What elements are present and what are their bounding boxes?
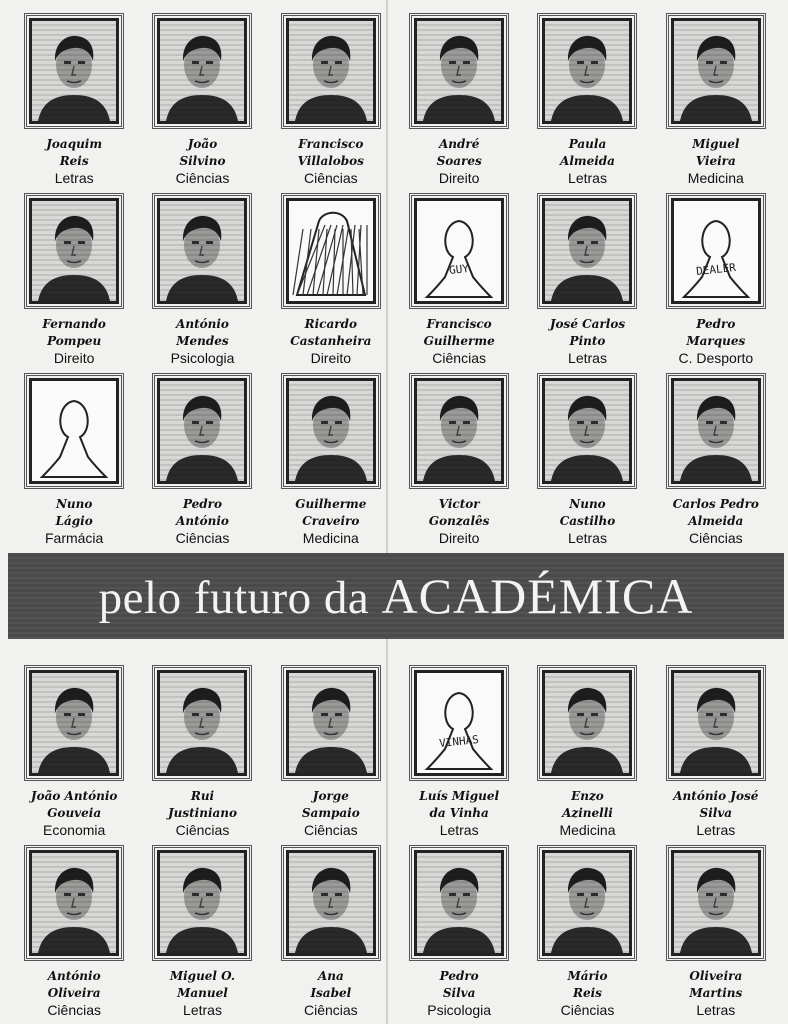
photocopy-stripes [545, 381, 629, 481]
candidate-card [138, 844, 266, 1020]
photocopy-stripes [160, 853, 244, 953]
candidate-name-line-1: Nuno [55, 497, 93, 511]
candidate-card [652, 844, 780, 1020]
candidate-photo [157, 670, 247, 776]
candidate-photo [542, 378, 632, 484]
silhouette-placeholder-icon [29, 378, 119, 484]
candidate-name [12, 968, 136, 1002]
candidate-name [12, 788, 136, 822]
candidate-grid [10, 12, 780, 548]
candidate-name [269, 788, 393, 822]
candidate-name [269, 496, 393, 530]
candidate-card [395, 372, 523, 548]
candidate-card [523, 664, 651, 840]
candidate-photo [29, 18, 119, 124]
photocopy-stripes [32, 21, 116, 121]
bottom-candidates-grid [10, 664, 780, 1020]
candidate-photo [414, 18, 504, 124]
candidate-name-line-2: Villalobos [297, 154, 364, 168]
candidate-name-line-1: Joaquim [46, 137, 103, 151]
candidate-name-line-1: Mário [567, 969, 608, 983]
candidate-card [10, 12, 138, 188]
candidate-card [138, 664, 266, 840]
silhouette-caption: GUY [448, 261, 470, 278]
candidate-name [140, 968, 264, 1002]
silhouette-caption: VINHAS [438, 732, 480, 751]
candidate-name-line-2: Sampaio [301, 806, 360, 820]
photocopy-stripes [32, 673, 116, 773]
photocopy-stripes [674, 21, 758, 121]
candidate-name [654, 788, 778, 822]
candidate-card [267, 192, 395, 368]
candidate-name [269, 968, 393, 1002]
candidate-name [397, 136, 521, 170]
candidate-name-line-2: António [176, 514, 229, 528]
candidate-name [140, 316, 264, 350]
slogan-text [99, 567, 694, 625]
candidate-name-line-1: Ana [317, 969, 344, 983]
photocopy-stripes [289, 853, 373, 953]
candidate-card [652, 192, 780, 368]
candidate-name-line-1: Pedro [182, 497, 223, 511]
candidate-photo [286, 850, 376, 956]
candidate-photo [29, 198, 119, 304]
candidate-card [523, 192, 651, 368]
candidate-card [10, 192, 138, 368]
candidate-card [652, 664, 780, 840]
photocopy-stripes [289, 21, 373, 121]
candidate-course: Psicologia [170, 350, 235, 366]
candidate-photo [286, 18, 376, 124]
candidate-name-line-1: Oliveira [689, 969, 743, 983]
candidate-name-line-2: Mendes [176, 334, 229, 348]
photocopy-stripes [417, 853, 501, 953]
candidate-name [525, 136, 649, 170]
candidate-card [395, 12, 523, 188]
candidate-name-line-2: Guilherme [423, 334, 495, 348]
candidate-name-line-1: António José [673, 789, 759, 803]
candidate-photo [671, 18, 761, 124]
photocopy-stripes [545, 21, 629, 121]
candidate-photo [29, 850, 119, 956]
silhouette-placeholder-icon [414, 670, 504, 776]
candidate-name-line-1: Luís Miguel [419, 789, 500, 803]
candidate-name-line-1: André [438, 137, 480, 151]
silhouette-placeholder-icon [414, 198, 504, 304]
candidate-photo [542, 18, 632, 124]
candidate-photo [157, 378, 247, 484]
candidate-name-line-1: Rui [190, 789, 215, 803]
candidate-course: Letras [696, 822, 736, 838]
candidate-name-line-2: Soares [436, 154, 482, 168]
candidate-name [525, 316, 649, 350]
candidate-name-line-1: Francisco [298, 137, 364, 151]
candidate-name-line-2: Vieira [695, 154, 736, 168]
candidate-card [10, 372, 138, 548]
photocopy-stripes [674, 673, 758, 773]
candidate-course: Psicologia [427, 1002, 492, 1018]
candidate-name-line-1: Guilherme [295, 497, 367, 511]
candidate-name-line-1: Nuno [569, 497, 606, 511]
candidate-course: Letras [54, 170, 94, 186]
candidate-course: Ciências [303, 170, 358, 186]
candidate-name [654, 496, 778, 530]
net-sketch-icon [286, 198, 376, 304]
candidate-name [140, 788, 264, 822]
candidate-name [269, 136, 393, 170]
candidate-name-line-2: Castilho [559, 514, 616, 528]
candidate-name [397, 316, 521, 350]
candidate-name-line-1: Paula [568, 137, 607, 151]
candidate-course: Ciências [47, 1002, 102, 1018]
candidate-photo [542, 198, 632, 304]
candidate-name [654, 136, 778, 170]
candidate-name-line-1: Miguel O. [169, 969, 236, 983]
silhouette-caption: DEALER [695, 260, 737, 279]
candidate-course: Medicina [302, 530, 359, 546]
photocopy-stripes [545, 201, 629, 301]
candidate-card [267, 664, 395, 840]
candidate-name [654, 316, 778, 350]
candidate-photo [286, 670, 376, 776]
candidate-name-line-2: Almeida [688, 514, 744, 528]
photocopy-stripes [545, 853, 629, 953]
candidate-name-line-2: Azinelli [562, 806, 613, 820]
photocopy-stripes [160, 201, 244, 301]
candidate-course: Ciências [175, 822, 230, 838]
photocopy-stripes [674, 853, 758, 953]
candidate-name-line-2: Silva [442, 986, 476, 1000]
candidate-name-line-2: Oliveira [47, 986, 101, 1000]
candidate-card [395, 664, 523, 840]
photocopy-stripes [289, 673, 373, 773]
candidate-card [267, 844, 395, 1020]
candidate-name-line-2: Justiniano [167, 806, 237, 820]
candidate-card [523, 372, 651, 548]
candidate-name-line-1: Ricardo [304, 317, 357, 331]
candidate-course: Ciências [432, 350, 486, 366]
candidate-course: Ciências [175, 530, 230, 546]
candidate-name-line-1: Victor [438, 497, 480, 511]
photocopy-stripes [32, 853, 116, 953]
silhouette-placeholder-icon [671, 198, 761, 304]
candidate-name-line-1: Francisco [426, 317, 492, 331]
candidate-card [652, 372, 780, 548]
candidate-card [652, 12, 780, 188]
candidate-course: Economia [43, 822, 106, 838]
candidate-name-line-1: António [176, 317, 229, 331]
candidate-photo [157, 198, 247, 304]
candidate-photo [286, 378, 376, 484]
candidate-name-line-2: Pompeu [47, 334, 102, 348]
candidate-name [12, 136, 136, 170]
candidate-name-line-2: Pinto [569, 334, 606, 348]
candidate-course: Letras [568, 350, 607, 366]
candidate-name-line-2: Craveiro [302, 514, 360, 528]
candidate-course: Direito [310, 350, 352, 366]
candidate-name [397, 788, 521, 822]
candidate-photo [414, 378, 504, 484]
candidate-course: Letras [183, 1002, 222, 1018]
candidate-name-line-2: Gonzalês [428, 514, 490, 528]
candidate-course: Ciências [175, 170, 230, 186]
candidate-name-line-2: Marques [686, 334, 746, 348]
candidate-name-line-1: Jorge [312, 789, 349, 803]
candidate-name-line-2: Martins [689, 986, 743, 1000]
candidate-course: Medicina [687, 170, 744, 186]
candidate-course: Letras [568, 170, 607, 186]
candidate-name-line-1: António [47, 969, 101, 983]
candidate-name-line-1: Pedro [696, 317, 736, 331]
candidate-name [397, 968, 521, 1002]
candidate-course: Letras [439, 822, 479, 838]
candidate-name [525, 496, 649, 530]
candidate-name [12, 496, 136, 530]
candidate-card [10, 664, 138, 840]
candidate-course: C. Desporto [678, 350, 754, 366]
candidate-name-line-2: Lágio [55, 514, 93, 528]
candidate-card [138, 372, 266, 548]
slogan-lead: pelo futuro da [98, 572, 370, 624]
candidate-card [10, 844, 138, 1020]
top-candidates-grid [10, 12, 780, 548]
candidate-course: Letras [568, 530, 607, 546]
candidate-grid [10, 664, 780, 1020]
candidate-course: Letras [696, 1002, 736, 1018]
candidate-photo [671, 850, 761, 956]
candidate-name-line-1: Fernando [42, 317, 106, 331]
candidate-course: Direito [438, 170, 480, 186]
candidate-photo [542, 670, 632, 776]
candidate-name-line-2: Reis [573, 986, 602, 1000]
slogan-emphasis: ACADÉMICA [381, 568, 694, 624]
candidate-name-line-2: Almeida [560, 154, 615, 168]
candidate-name-line-2: Silva [699, 806, 733, 820]
candidate-card [138, 192, 266, 368]
candidate-photo [157, 18, 247, 124]
photocopy-stripes [32, 201, 116, 301]
candidate-course: Medicina [559, 822, 616, 838]
candidate-name [12, 316, 136, 350]
candidate-card [267, 12, 395, 188]
candidate-name [525, 968, 649, 1002]
candidate-name [140, 136, 264, 170]
candidate-name-line-1: Pedro [439, 969, 479, 983]
candidate-photo [671, 378, 761, 484]
candidate-card [523, 844, 651, 1020]
candidate-name-line-2: Manuel [177, 986, 228, 1000]
photocopy-stripes [417, 21, 501, 121]
candidate-card [395, 192, 523, 368]
candidate-name-line-2: Isabel [310, 986, 352, 1000]
candidate-course: Ciências [303, 822, 358, 838]
candidate-name [269, 316, 393, 350]
candidate-name-line-1: Enzo [571, 789, 604, 803]
candidate-name-line-1: José Carlos [549, 317, 626, 331]
candidate-name-line-2: Gouveia [47, 806, 102, 820]
candidate-name-line-1: João António [30, 789, 118, 803]
candidate-name-line-2: da Vinha [429, 806, 489, 820]
candidate-card [267, 372, 395, 548]
candidate-name [140, 496, 264, 530]
candidate-course: Ciências [688, 530, 743, 546]
candidate-course: Direito [438, 530, 480, 546]
candidate-photo [671, 670, 761, 776]
candidate-course: Direito [53, 350, 95, 366]
candidate-card [138, 12, 266, 188]
candidate-card [395, 844, 523, 1020]
candidate-name-line-1: Carlos Pedro [672, 497, 759, 511]
candidate-photo [29, 670, 119, 776]
candidate-name-line-2: Silvino [179, 154, 226, 168]
photocopy-stripes [289, 381, 373, 481]
candidate-course: Ciências [560, 1002, 615, 1018]
candidate-name [654, 968, 778, 1002]
candidate-photo [157, 850, 247, 956]
candidate-course: Farmácia [44, 530, 104, 546]
candidate-course: Ciências [303, 1002, 358, 1018]
photocopy-stripes [160, 673, 244, 773]
photocopy-stripes [160, 381, 244, 481]
photocopy-stripes [160, 21, 244, 121]
candidate-photo [414, 850, 504, 956]
photocopy-stripes [545, 673, 629, 773]
photocopy-stripes [674, 381, 758, 481]
candidate-name [397, 496, 521, 530]
candidate-name-line-1: João [187, 137, 218, 151]
slogan-banner [8, 553, 784, 639]
candidate-card [523, 12, 651, 188]
candidate-name-line-1: Miguel [692, 137, 740, 151]
candidate-name-line-2: Reis [59, 154, 89, 168]
photocopy-stripes [417, 381, 501, 481]
candidate-name [525, 788, 649, 822]
candidate-name-line-2: Castanheira [290, 334, 372, 348]
candidate-photo [542, 850, 632, 956]
